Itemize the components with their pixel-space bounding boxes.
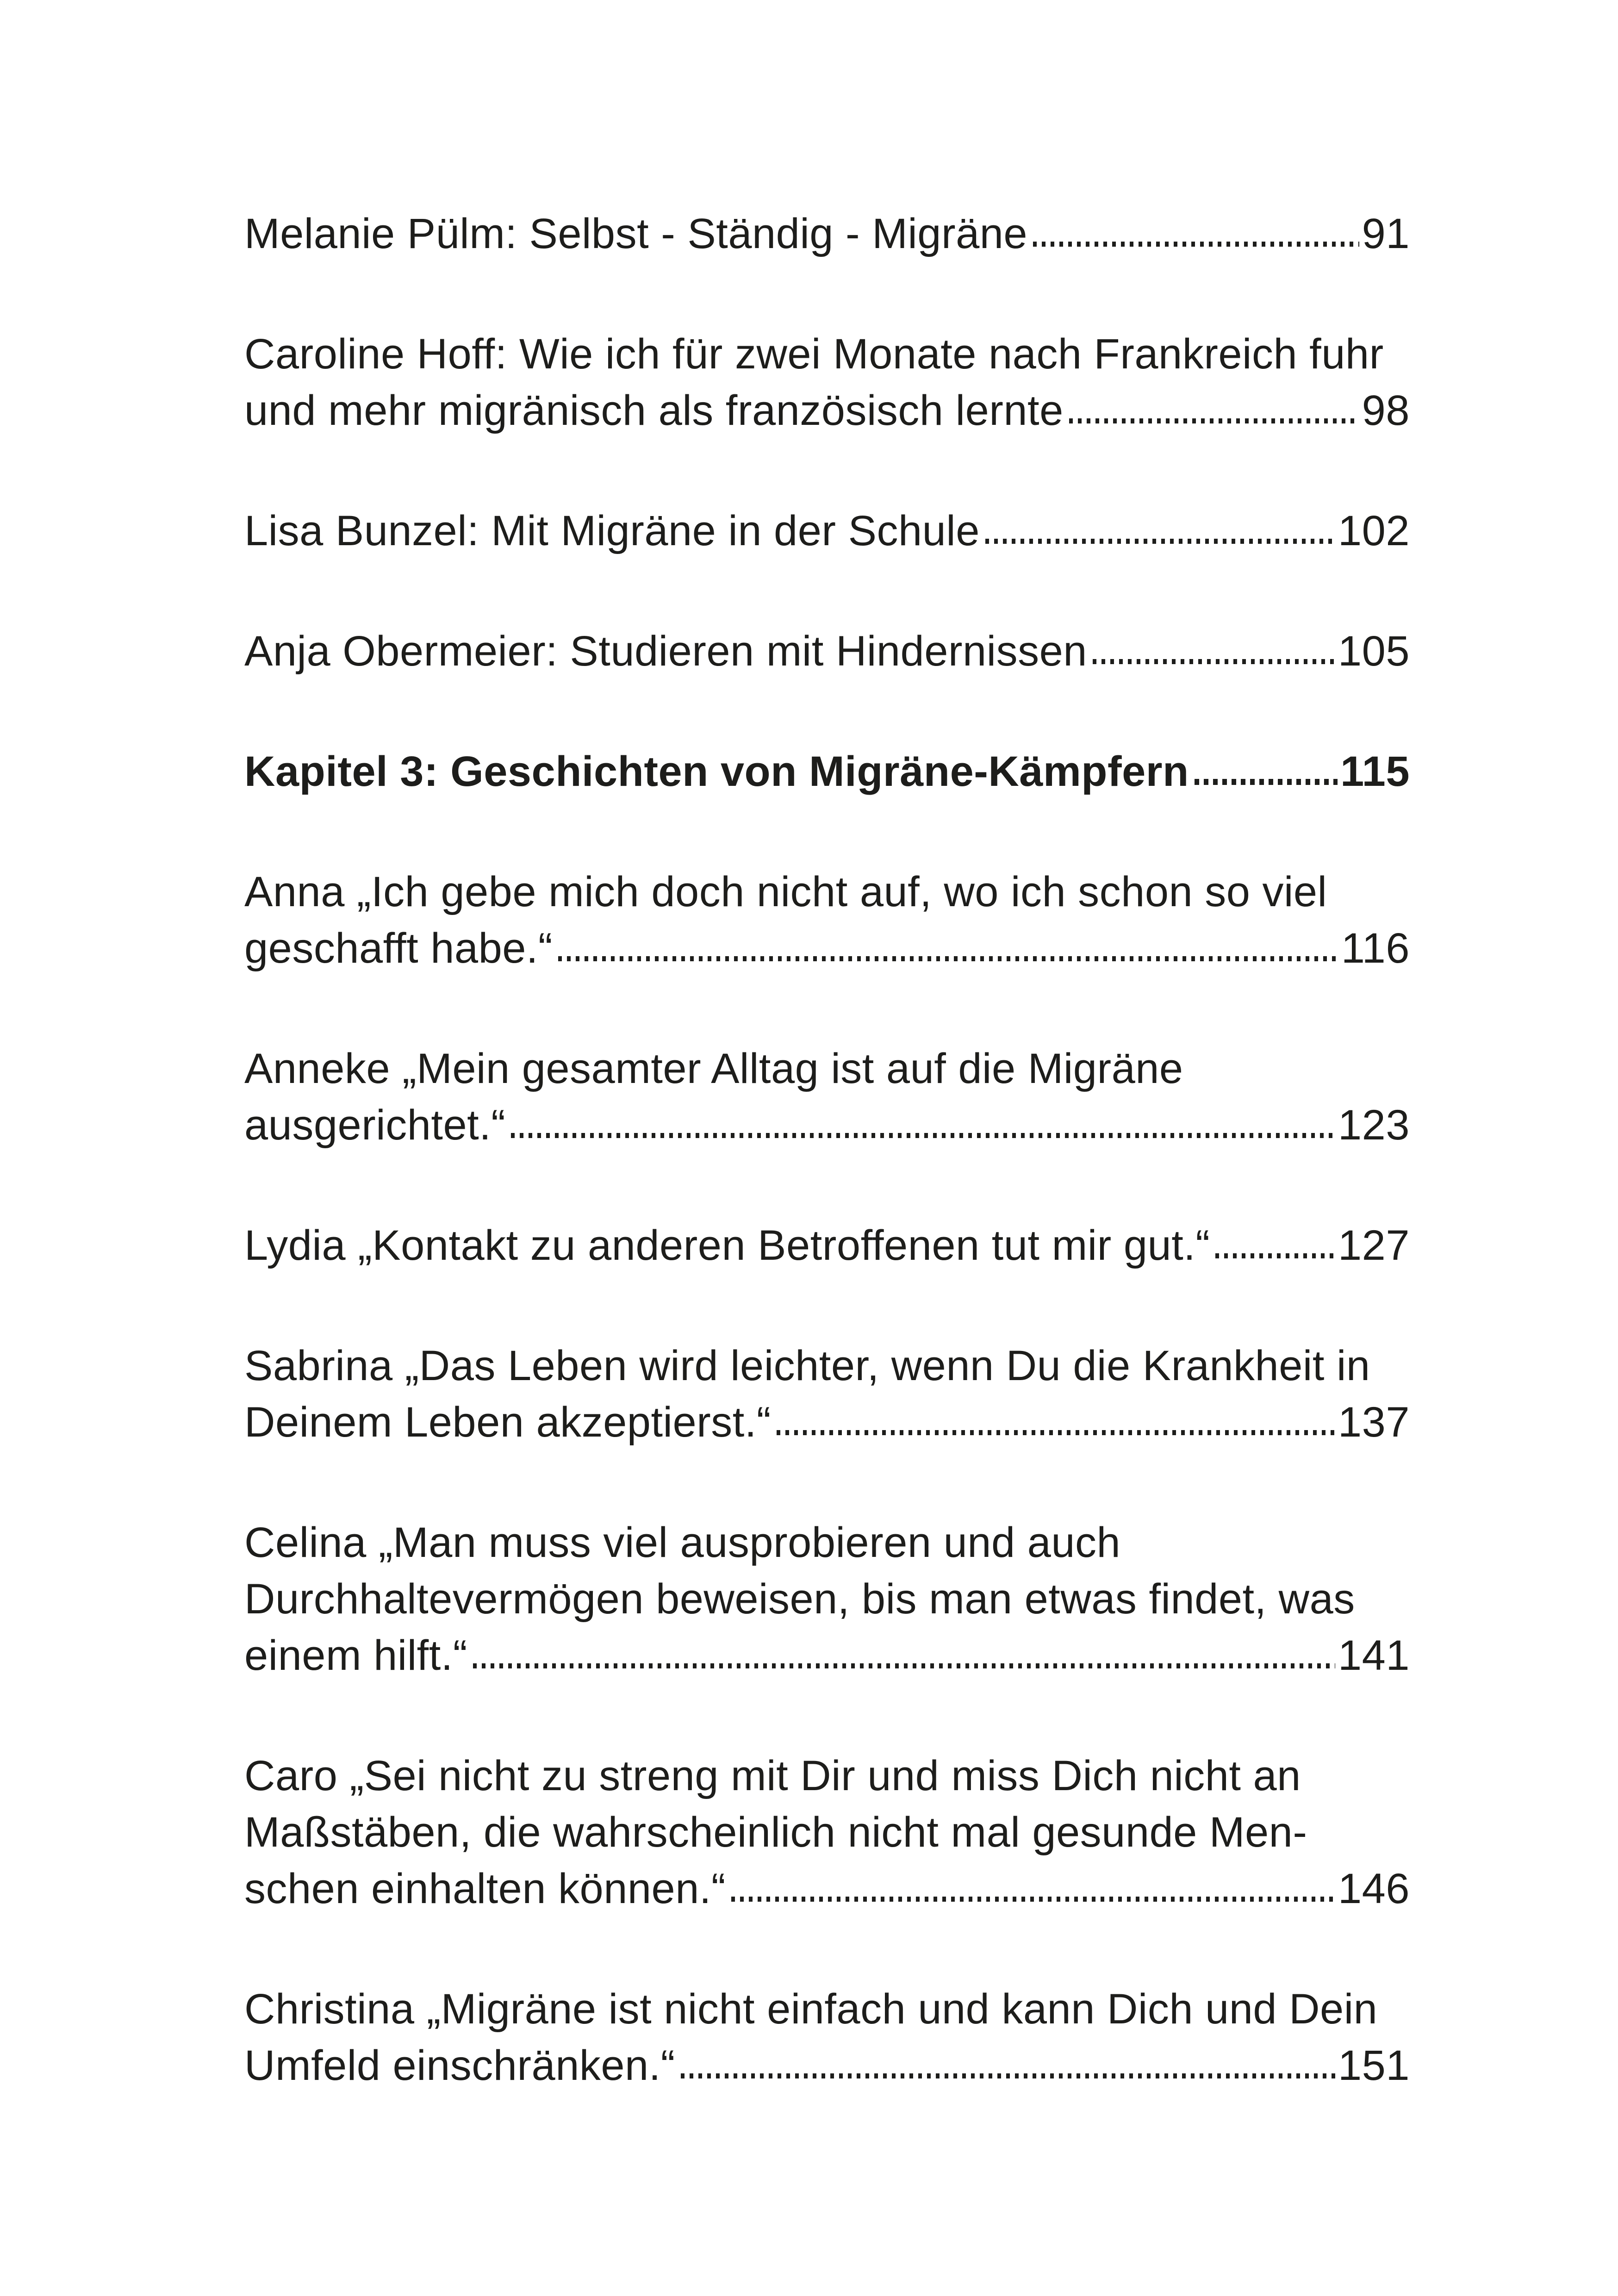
toc-entry-kapitel-3-heading [244, 743, 1410, 800]
page-number: 102 [1338, 507, 1410, 554]
toc-entry-title-continued: Umfeld einschränken.“ [244, 2042, 675, 2089]
dot-leader [473, 1663, 1335, 1668]
page-number: 91 [1362, 210, 1410, 257]
toc-entry-celina [244, 1514, 1410, 1684]
toc-entry-christina [244, 1981, 1410, 2094]
dot-leader [1195, 779, 1338, 785]
toc-entry-title-continued: Maßstäben, die wahrscheinlich nicht mal gesunde Men- [244, 1809, 1307, 1856]
dot-leader [731, 1897, 1335, 1902]
toc-entry-sabrina [244, 1338, 1410, 1450]
page-number: 151 [1338, 2042, 1410, 2089]
toc-list [244, 205, 1410, 2094]
page-number: 146 [1338, 1865, 1410, 1912]
toc-entry-title: Anja Obermeier: Studieren mit Hindernissen [244, 628, 1087, 675]
dot-leader [985, 539, 1335, 544]
toc-entry-title: Celina „Man muss viel ausprobieren und auch [244, 1519, 1121, 1566]
toc-entry-caroline-hoff [244, 326, 1410, 439]
dot-leader [1093, 659, 1335, 664]
toc-entry-title: Lydia „Kontakt zu anderen Betroffenen tut mir gut.“ [244, 1222, 1210, 1269]
toc-entry-title-continued: und mehr migränisch als französisch lernte [244, 387, 1064, 434]
toc-entry-anna [244, 864, 1410, 977]
toc-entry-lisa-bunzel [244, 503, 1410, 559]
dot-leader [511, 1133, 1335, 1138]
dot-leader [681, 2073, 1335, 2078]
toc-entry-anneke [244, 1040, 1410, 1153]
page-number: 116 [1341, 925, 1410, 972]
toc-entry-title-continued: einem hilft.“ [244, 1632, 467, 1679]
toc-entry-title-continued: Deinem Leben akzeptierst.“ [244, 1399, 772, 1446]
page-number: 137 [1338, 1399, 1410, 1446]
toc-entry-title-continued: Durchhaltevermögen beweisen, bis man etwas findet, was [244, 1575, 1355, 1623]
toc-entry-title: Anneke „Mein gesamter Alltag ist auf die Migräne [244, 1045, 1183, 1092]
toc-entry-title: Lisa Bunzel: Mit Migräne in der Schule [244, 507, 980, 554]
dot-leader [1069, 418, 1359, 423]
toc-chapter-title: Kapitel 3: Geschichten von Migräne-Kämpfern [244, 748, 1189, 795]
toc-entry-title: Sabrina „Das Leben wird leichter, wenn Du die Krankheit in [244, 1342, 1370, 1389]
toc-entry-title-continued: schen einhalten können.“ [244, 1865, 726, 1912]
page-number: 141 [1338, 1632, 1410, 1679]
toc-entry-caro [244, 1748, 1410, 1917]
toc-entry-title-continued: geschafft habe.“ [244, 925, 553, 972]
toc-entry-title: Melanie Pülm: Selbst - Ständig - Migräne [244, 210, 1028, 257]
page-number: 105 [1338, 628, 1410, 675]
page-number: 127 [1338, 1222, 1410, 1269]
dot-leader [777, 1430, 1335, 1435]
page-number: 98 [1362, 387, 1410, 434]
toc-entry-title: Caro „Sei nicht zu streng mit Dir und miss Dich nicht an [244, 1752, 1301, 1799]
toc-entry-lydia [244, 1217, 1410, 1274]
dot-leader [558, 956, 1338, 961]
toc-entry-title: Anna „Ich gebe mich doch nicht auf, wo ich schon so viel [244, 868, 1327, 915]
toc-entry-title: Christina „Migräne ist nicht einfach und kann Dich und Dein [244, 1985, 1378, 2033]
dot-leader [1215, 1253, 1335, 1258]
toc-entry-title-continued: ausgerichtet.“ [244, 1101, 506, 1149]
page-number: 115 [1340, 748, 1410, 795]
toc-entry-anja-obermeier [244, 623, 1410, 679]
page-number: 123 [1338, 1101, 1410, 1149]
dot-leader [1033, 242, 1359, 247]
toc-entry-title: Caroline Hoff: Wie ich für zwei Monate nach Frankreich fuhr [244, 330, 1384, 378]
toc-entry-melanie-puelm [244, 205, 1410, 262]
